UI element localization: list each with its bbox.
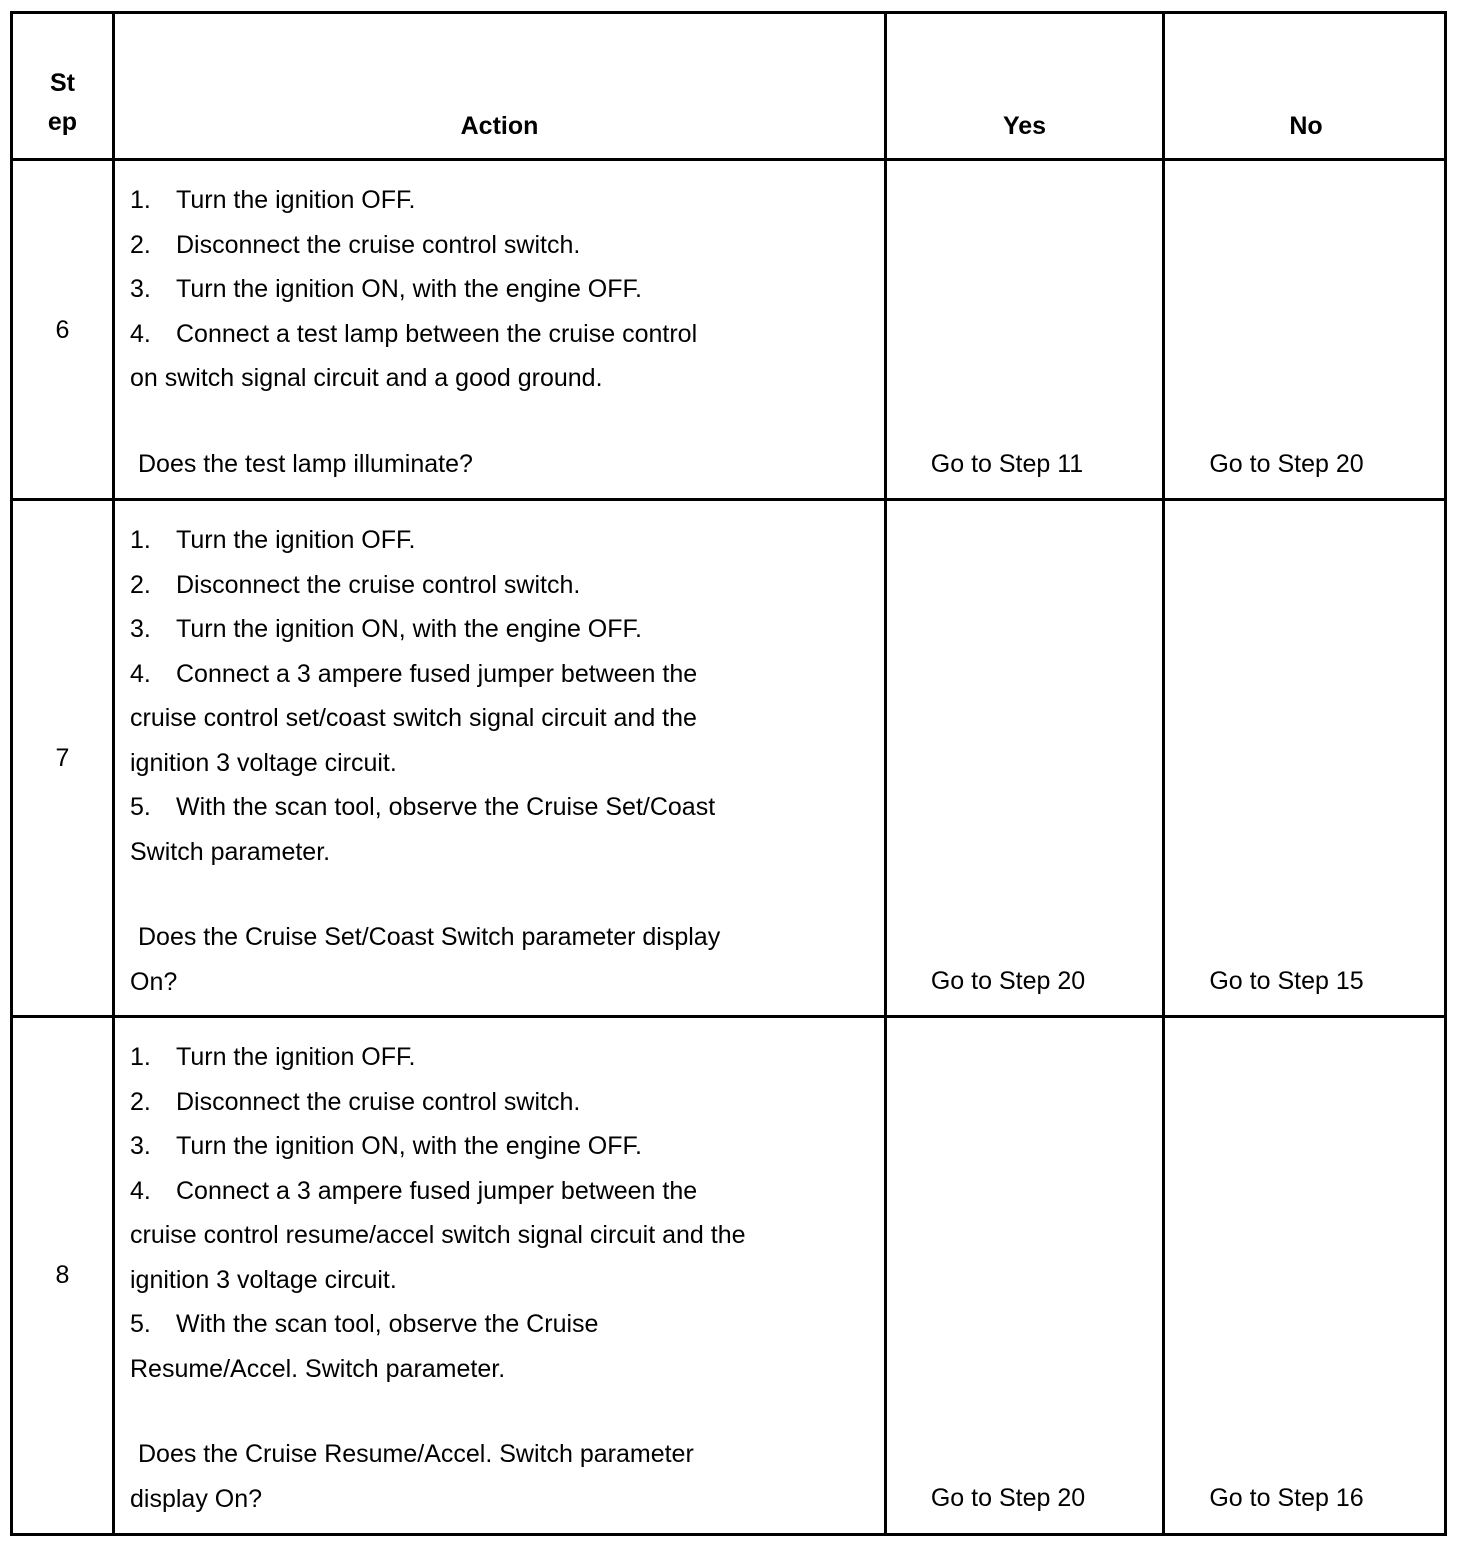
action-line — [130, 696, 720, 741]
action-line — [130, 1302, 746, 1347]
header-step-line2: ep — [47, 108, 78, 136]
yes-result: Go to Step 11 — [930, 450, 1084, 478]
header-action: Action — [460, 112, 539, 140]
action-text: Disconnect the cruise control switch. — [176, 1087, 581, 1116]
action-text: cruise control set/coast switch signal circuit and the — [130, 704, 697, 732]
step-number: 7 — [55, 744, 70, 772]
question-line — [130, 442, 697, 487]
step-index: 2. — [130, 230, 151, 259]
action-line — [130, 1258, 746, 1303]
action-line — [130, 267, 697, 312]
action-line — [130, 652, 720, 697]
action-text: Turn the ignition OFF. — [176, 526, 416, 554]
no-result: Go to Step 20 — [1209, 450, 1364, 478]
row-divider — [13, 1015, 1444, 1018]
action-text: cruise control resume/accel switch signal circuit and the — [130, 1221, 746, 1249]
action-text: Connect a test lamp between the cruise control — [176, 319, 698, 348]
action-line — [130, 518, 720, 563]
action-text: on switch signal circuit and a good ground. — [130, 364, 603, 392]
action-line — [130, 830, 720, 875]
question-line — [130, 960, 720, 1005]
step-index: 4. — [130, 319, 151, 348]
action-text: Turn the ignition ON, with the engine OFF. — [176, 275, 642, 303]
action-text: Turn the ignition ON, with the engine OFF. — [176, 615, 642, 643]
action-text: Disconnect the cruise control switch. — [176, 570, 581, 599]
no-result: Go to Step 16 — [1209, 1484, 1364, 1512]
action-text: Resume/Accel. Switch parameter. — [130, 1354, 506, 1383]
action-line — [130, 1124, 746, 1169]
question-line — [130, 915, 720, 960]
header-step-line1: St — [50, 69, 75, 97]
question-text: Does the Cruise Set/Coast Switch parameter display — [138, 923, 721, 951]
action-line — [130, 741, 720, 786]
step-index: 2. — [130, 1087, 151, 1116]
action-line — [130, 356, 697, 401]
action-line — [130, 785, 720, 830]
header-step — [13, 64, 112, 142]
step-index: 1. — [130, 1043, 151, 1071]
action-line — [130, 607, 720, 652]
question-line — [130, 1432, 746, 1477]
row-divider — [13, 158, 1444, 161]
action-line — [130, 1213, 746, 1258]
question-text: Does the test lamp illuminate? — [138, 449, 473, 478]
header-no: No — [1289, 112, 1323, 140]
row-divider — [13, 498, 1444, 501]
step-index: 3. — [130, 615, 151, 643]
action-line — [130, 1035, 746, 1080]
action-text: ignition 3 voltage circuit. — [130, 1265, 397, 1294]
action-line — [130, 312, 697, 357]
action-text: Turn the ignition ON, with the engine OFF. — [176, 1132, 642, 1160]
action-text: Disconnect the cruise control switch. — [176, 230, 581, 259]
action-line — [130, 563, 720, 608]
question-text: display On? — [130, 1484, 263, 1513]
yes-result: Go to Step 20 — [930, 967, 1086, 995]
question-text: On? — [130, 967, 178, 996]
column-divider — [1162, 14, 1165, 1533]
diagnostic-table — [10, 11, 1447, 1536]
step-index: 2. — [130, 570, 151, 599]
step-number: 8 — [55, 1261, 70, 1289]
action-line — [130, 223, 697, 268]
action-line — [130, 1169, 746, 1214]
column-divider — [884, 14, 887, 1533]
action-line — [130, 1347, 746, 1392]
step-index: 3. — [130, 275, 151, 303]
step-index: 4. — [130, 659, 151, 688]
yes-result: Go to Step 20 — [930, 1484, 1086, 1512]
action-text: With the scan tool, observe the Cruise Set/Coast — [176, 793, 716, 821]
header-yes: Yes — [1002, 112, 1047, 140]
action-line — [130, 178, 697, 223]
step-index: 5. — [130, 1310, 151, 1338]
action-text: Turn the ignition OFF. — [176, 186, 416, 214]
action-cell — [130, 1035, 746, 1521]
action-cell — [130, 518, 720, 1004]
step-index: 1. — [130, 526, 151, 554]
column-divider — [112, 14, 115, 1533]
action-text: Connect a 3 ampere fused jumper between the — [176, 1176, 698, 1205]
question-line — [130, 1477, 746, 1522]
action-text: Turn the ignition OFF. — [176, 1043, 416, 1071]
step-index: 4. — [130, 1176, 151, 1205]
step-index: 1. — [130, 186, 151, 214]
step-index: 3. — [130, 1132, 151, 1160]
step-number: 6 — [55, 316, 70, 344]
action-text: With the scan tool, observe the Cruise — [176, 1310, 599, 1338]
question-text: Does the Cruise Resume/Accel. Switch parameter — [138, 1440, 694, 1468]
step-index: 5. — [130, 793, 151, 821]
action-text: Switch parameter. — [130, 837, 331, 866]
no-result: Go to Step 15 — [1209, 967, 1364, 995]
action-cell — [130, 178, 697, 486]
action-text: ignition 3 voltage circuit. — [130, 748, 397, 777]
action-text: Connect a 3 ampere fused jumper between the — [176, 659, 698, 688]
action-line — [130, 1080, 746, 1125]
